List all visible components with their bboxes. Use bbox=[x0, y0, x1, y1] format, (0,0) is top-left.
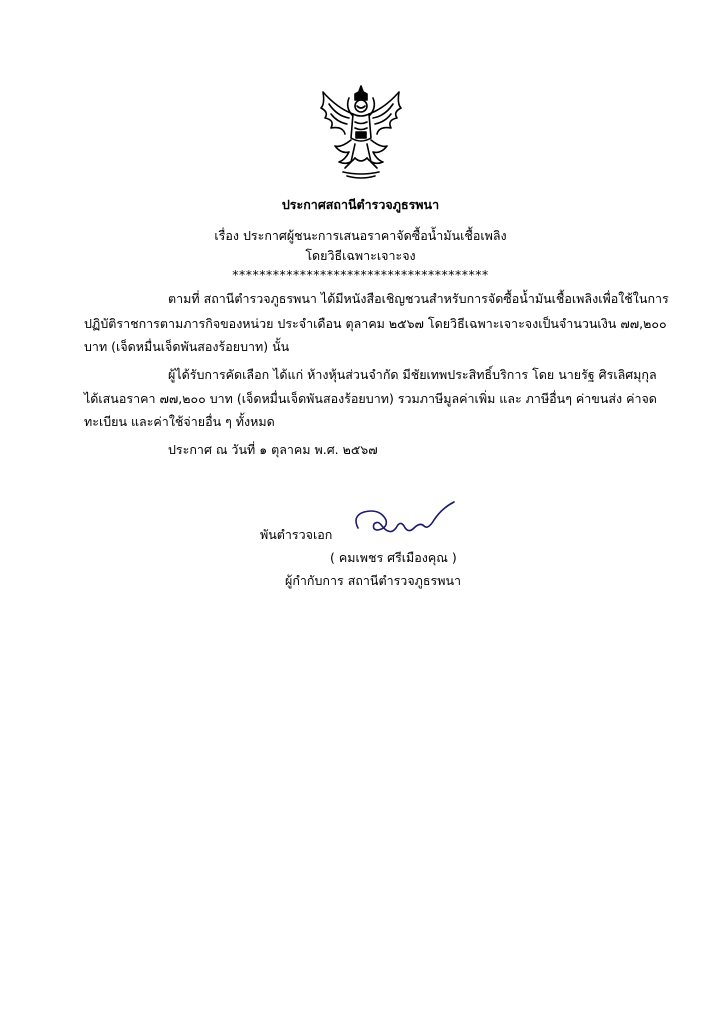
announcement-date: ประกาศ ณ วันที่ ๑ ตุลาคม พ.ศ. ๒๕๖๗ bbox=[168, 442, 378, 457]
paragraph-1-line-3: บาท (เจ็ดหมื่นเจ็ดพันสองร้อยบาท) นั้น bbox=[84, 339, 290, 354]
method-line: โดยวิธีเฉพาะเจาะจง bbox=[305, 248, 416, 263]
handwritten-signature bbox=[350, 498, 460, 542]
signer-position: ผู้กำกับการ สถานีตำรวจภูธรพนา bbox=[285, 573, 462, 588]
paragraph-2-line-1: ผู้ได้รับการคัดเลือก ได้แก่ ห้างหุ้นส่วนจำกัด มีชัยเทพประสิทธิ์บริการ โดย นายรัฐ ศิรเลิศมุกุล bbox=[168, 367, 657, 382]
signer-name: ( คมเพชร ศรีเมืองคุณ ) bbox=[330, 550, 457, 565]
separator-line: ************************************** bbox=[232, 267, 489, 282]
garuda-emblem-icon bbox=[315, 82, 407, 182]
subject-line: เรื่อง ประกาศผู้ชนะการเสนอราคาจัดซื้อน้ำมันเชื้อเพลิง bbox=[214, 228, 507, 243]
paragraph-1-line-2: ปฏิบัติราชการตามภารกิจของหน่วย ประจำเดือน ตุลาคม ๒๕๖๗ โดยวิธีเฉพาะเจาะจงเป็นจำนวนเงิน ๗๗,๒๐๐ bbox=[84, 316, 667, 331]
paragraph-2-line-3: ทะเบียน และค่าใช้จ่ายอื่น ๆ ทั้งหมด bbox=[84, 414, 275, 429]
signer-rank: พันตำรวจเอก bbox=[260, 527, 333, 542]
paragraph-2-line-2: ได้เสนอราคา ๗๗,๒๐๐ บาท (เจ็ดหมื่นเจ็ดพันสองร้อยบาท) รวมภาษีมูลค่าเพิ่ม และ ภาษีอื่นๆ ค่าขนส่ง ค่าจด bbox=[84, 391, 657, 406]
page-title: ประกาศสถานีตำรวจภูธรพนา bbox=[281, 197, 440, 212]
paragraph-1-line-1: ตามที่ สถานีตำรวจภูธรพนา ได้มีหนังสือเชิญชวนสำหรับการจัดซื้อน้ำมันเชื้อเพลิงเพื่อใช้ในการ bbox=[168, 291, 669, 306]
